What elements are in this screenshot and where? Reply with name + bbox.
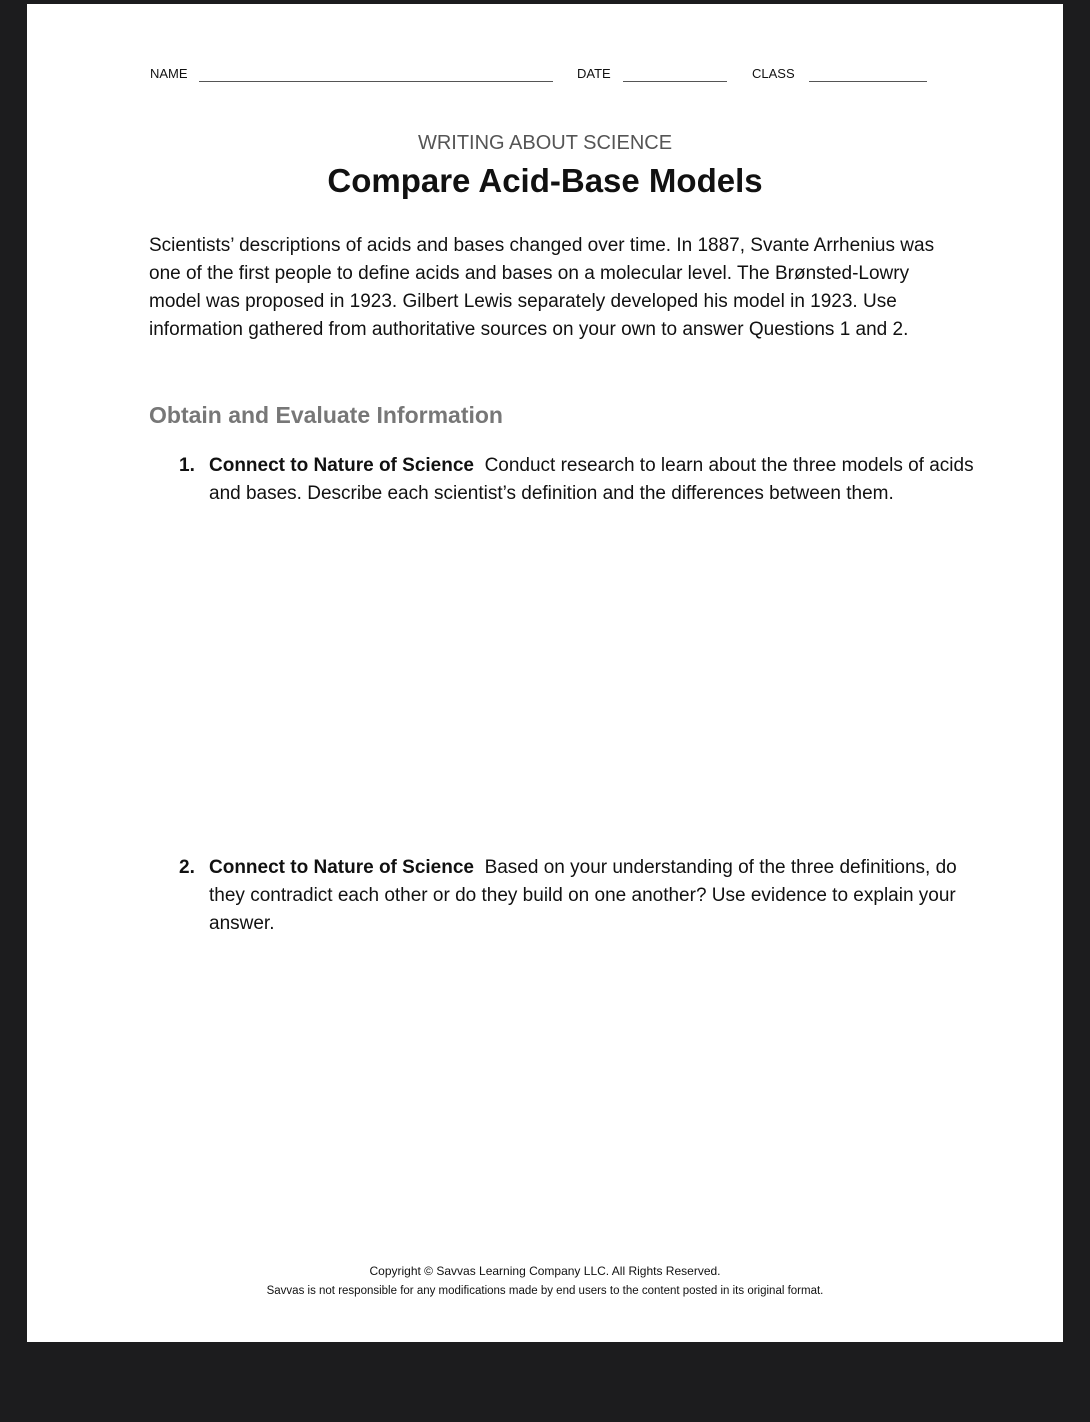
- class-line: [809, 81, 927, 82]
- name-label: NAME: [150, 66, 188, 81]
- page-title: Compare Acid-Base Models: [327, 162, 763, 199]
- class-label: CLASS: [752, 66, 795, 81]
- question-number: 2.: [179, 857, 195, 878]
- page-subtitle: WRITING ABOUT SCIENCE: [417, 132, 673, 154]
- name-line: [199, 81, 553, 82]
- question-number: 1.: [179, 455, 195, 476]
- disclaimer: Savvas is not responsible for any modifications made by end users to the content posted in its original format.: [266, 1285, 824, 1297]
- question-1: [179, 452, 979, 508]
- copyright: Copyright © Savvas Learning Company LLC. All Rights Reserved.: [369, 1264, 721, 1278]
- question-lead: Connect to Nature of Science: [209, 857, 474, 878]
- section-heading: Obtain and Evaluate Information: [149, 402, 503, 428]
- question-text: Conduct research to learn about the three models of acids and bases. Describe each scientist’s definition and the differences between them.: [209, 455, 974, 504]
- question-text: Based on your understanding of the three definitions, do they contradict each other or do they build on one another? Use evidence to explain your answer.: [209, 857, 957, 934]
- question-lead: Connect to Nature of Science: [209, 455, 474, 476]
- date-label: DATE: [577, 66, 611, 81]
- date-line: [623, 81, 727, 82]
- intro-paragraph: Scientists’ descriptions of acids and bases changed over time. In 1887, Svante Arrhenius was one of the first people to define acids and bases on a molecular level. The Brønsted-Lowry model was proposed in 1923. Gilbert Lewis separately developed his model in 1923. Use information gathered from authoritative sources on your own to answer Questions 1 and 2.: [149, 235, 935, 340]
- question-2: [179, 854, 979, 938]
- worksheet-page: [27, 4, 1063, 1342]
